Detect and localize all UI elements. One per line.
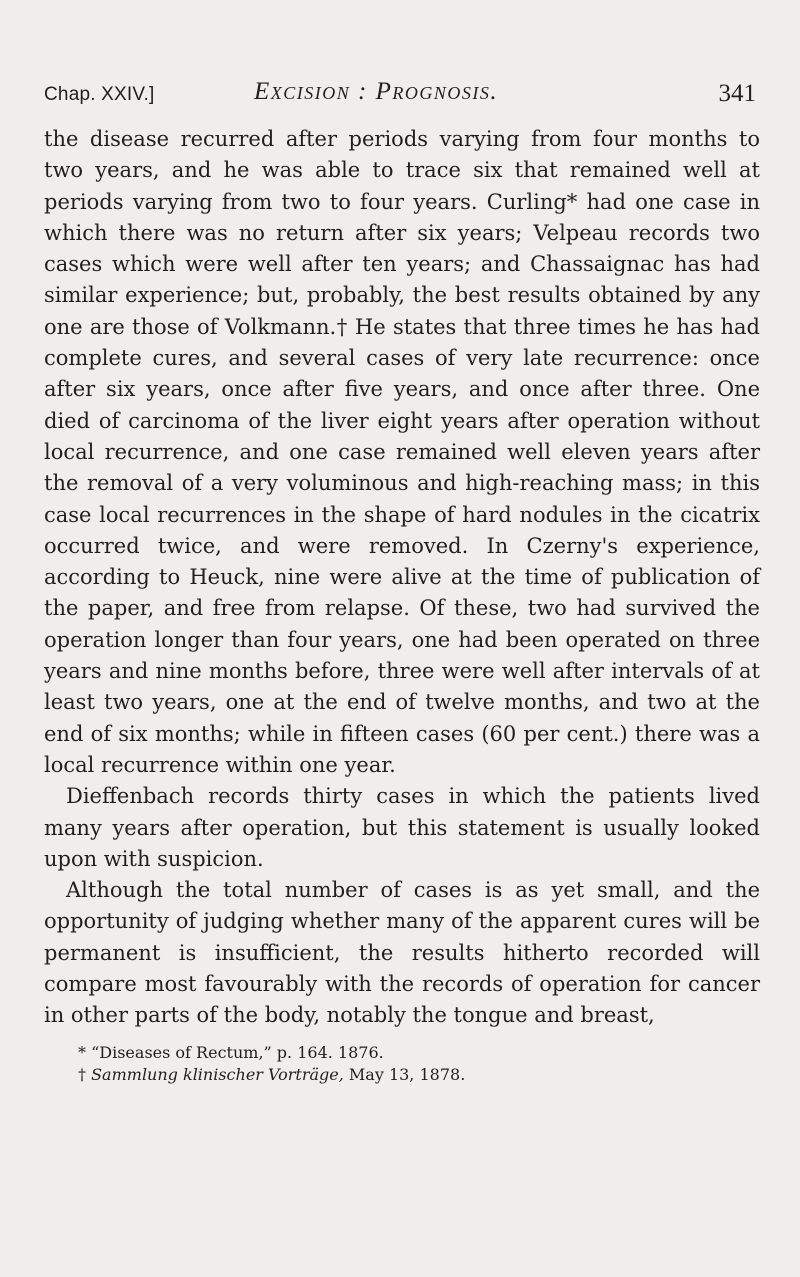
paragraph-3: Although the total number of cases is as yet small, and the opportunity of judging whether many of the apparent cures will be permanent is insufficient, the results hitherto recorded will compare most favourably with the records of operation for cancer in other parts of the body, notably the tongue and breast, bbox=[44, 878, 760, 1028]
footnote-2-text: May 13, 1878. bbox=[343, 1064, 466, 1084]
chapter-label: Chap. XXIV.] bbox=[44, 84, 155, 105]
body-text bbox=[44, 124, 760, 1032]
paragraph-1: the disease recurred after periods varying from four months to two years, and he was able to trace six that remained well at periods varying from two to four years. Curling* had one case in which there was no return after six years; Velpeau records two cases which were well after ten years; and Chassaignac has had similar experience; but, probably, the best results obtained by any one are those of Volkmann.† He states that three times he has had complete cures, and several cases of very late recurrence: once after six years, once after five years, and once after three. One died of carcinoma of the liver eight years after operation without local recurrence, and one case remained well eleven years after the removal of a very voluminous and high-reaching mass; in this case local recurrences in the shape of hard nodules in the cicatrix occurred twice, and were removed. In Czerny's experience, according to Heuck, nine were alive at the time of publication of the paper, and free from relapse. Of these, two had survived the operation longer than four years, one had been operated on three years and nine months before, three were well after intervals of at least two years, one at the end of twelve months, and two at the end of six months; while in fifteen cases (60 per cent.) there was a local recurrence within one year. bbox=[44, 127, 760, 777]
running-title: Excision : Prognosis. bbox=[254, 78, 499, 105]
footnotes bbox=[44, 1042, 760, 1086]
footnote-1-marker: * bbox=[78, 1042, 86, 1062]
footnote-2-title: Sammlung klinischer Vorträge, bbox=[91, 1064, 344, 1084]
running-header bbox=[44, 78, 760, 116]
footnote-2 bbox=[44, 1064, 760, 1086]
footnote-1 bbox=[44, 1042, 760, 1064]
book-page bbox=[44, 78, 760, 1086]
footnote-2-marker: † bbox=[78, 1064, 86, 1084]
paragraph-2: Dieffenbach records thirty cases in which the patients lived many years after operation, but this statement is usually looked upon with suspicion. bbox=[44, 784, 760, 871]
footnote-1-text: “Diseases of Rectum,” p. 164. 1876. bbox=[91, 1042, 384, 1062]
page-number: 341 bbox=[718, 80, 756, 107]
